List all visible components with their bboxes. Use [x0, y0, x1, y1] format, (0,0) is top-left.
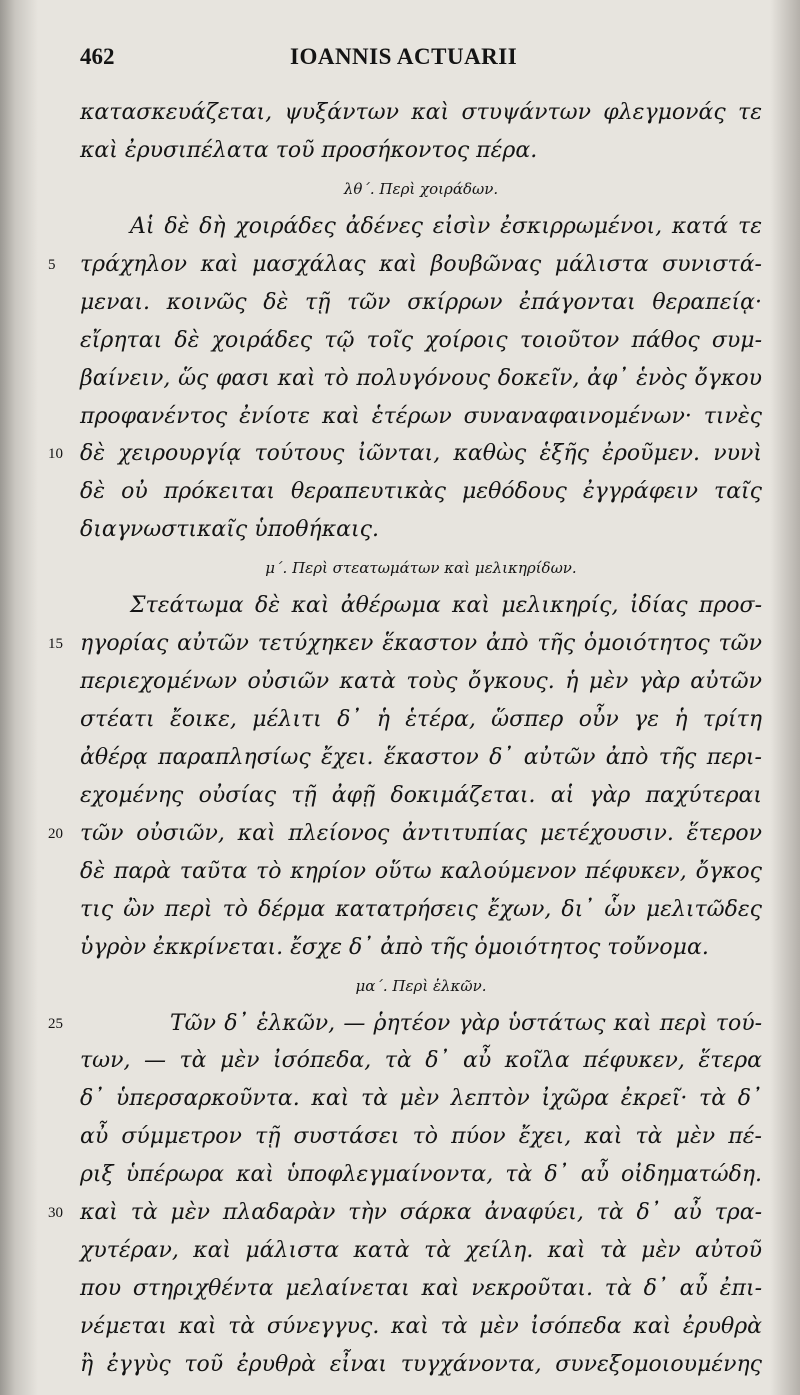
text-line: δὲ παρὰ ταῦτα τὸ κηρίον οὕτω καλούμενον πέφυκεν, ὄγκος — [80, 859, 762, 884]
text-line: μεναι. κοινῶς δὲ τῇ τῶν σκίρρων ἐπάγονται θεραπείᾳ· — [80, 290, 762, 315]
text-line: αὖ σύμμετρον τῇ συστάσει τὸ πύον ἔχει, καὶ τὰ μὲν πέ- — [80, 1124, 762, 1149]
text-line: ηγορίας αὐτῶν τετύχηκεν ἕκαστον ἀπὸ τῆς ὁμοιότητος τῶν — [80, 631, 762, 656]
text-line: διαγνωστικαῖς ὑποθήκαις. — [80, 517, 379, 542]
text-line: εχομένης οὐσίας τῇ ἀφῇ δοκιμάζεται. αἱ γὰρ παχύτεραι — [80, 783, 762, 808]
text-line: προφανέντος ἐνίοτε καὶ ἑτέρων συναναφαινομένων· τινὲς — [80, 404, 762, 429]
text-line: στέατι ἔοικε, μέλιτι δ᾽ ἡ ἑτέρα, ὥσπερ οὖν γε ἡ τρίτη — [80, 707, 762, 732]
section-heading: λθ΄. Περὶ χοιράδων. — [343, 180, 499, 198]
text-line: Τῶν δ᾽ ἑλκῶν, — ῥητέον γὰρ ὑστάτως καὶ περὶ τού- — [170, 1011, 762, 1036]
text-line: περιεχομένων οὐσιῶν κατὰ τοὺς ὄγκους. ἡ μὲν γὰρ αὐτῶν — [80, 669, 762, 694]
text-line: τῶν οὐσιῶν, καὶ πλείονος ἀντιτυπίας μετέχουσιν. ἕτερον — [80, 821, 762, 846]
text-line: των, — τὰ μὲν ἰσόπεδα, τὰ δ᾽ αὖ κοῖλα πέφυκεν, ἕτερα — [80, 1048, 762, 1073]
page-header — [0, 40, 800, 80]
text-line: δὲ οὐ πρόκειται θεραπευτικὰς μεθόδους ἐγγράφειν ταῖς — [80, 479, 762, 504]
text-line: ἀθέρᾳ παραπλησίως ἔχει. ἕκαστον δ᾽ αὐτῶν ἀπὸ τῆς περι- — [80, 745, 762, 770]
text-line: δ᾽ ὑπερσαρκοῦντα. καὶ τὰ μὲν λεπτὸν ἰχῶρα ἐκρεῖ· τὰ δ᾽ — [80, 1086, 762, 1111]
text-line: χυτέραν, καὶ μάλιστα κατὰ τὰ χείλη. καὶ τὰ μὲν αὐτοῦ — [80, 1238, 762, 1263]
text-line: νέμεται καὶ τὰ σύνεγγυς. καὶ τὰ μὲν ἰσόπεδα καὶ ἐρυθρὰ — [80, 1314, 762, 1339]
section-heading: μ΄. Περὶ στεατωμάτων καὶ μελικηρίδων. — [265, 559, 577, 577]
text-line: τις ὢν περὶ τὸ δέρμα κατατρήσεις ἔχων, δι᾽ ὧν μελιτῶδες — [80, 897, 762, 922]
section-heading: μα΄. Περὶ ἑλκῶν. — [355, 977, 487, 995]
line-number: 25 — [48, 1016, 63, 1032]
page-number: 462 — [80, 44, 115, 69]
text-line: που στηριχθέντα μελαίνεται καὶ νεκροῦται. τὰ δ᾽ αὖ ἐπι- — [80, 1276, 762, 1301]
line-number: 10 — [48, 446, 63, 462]
text-line: ἢ ἐγγὺς τοῦ ἐρυθρὰ εἶναι τυγχάνοντα, συνεξομοιουμένης — [80, 1352, 762, 1377]
line-number: 15 — [48, 636, 63, 652]
text-line: Αἱ δὲ δὴ χοιράδες ἀδένες εἰσὶν ἐσκιρρωμένοι, κατά τε — [130, 214, 762, 239]
text-line: κατασκευάζεται, ψυξάντων καὶ στυψάντων φλεγμονάς τε — [80, 100, 762, 125]
text-line: εἴρηται δὲ χοιράδες τῷ τοῖς χοίροις τοιοῦτον πάθος συμ- — [80, 328, 762, 353]
line-number: 5 — [48, 257, 56, 273]
line-number: 20 — [48, 826, 63, 842]
text-line: δὲ χειρουργίᾳ τούτους ἰῶνται, καθὼς ἑξῆς ἐροῦμεν. νυνὶ — [80, 441, 762, 466]
text-line: τράχηλον καὶ μασχάλας καὶ βουβῶνας μάλιστα συνιστά- — [80, 252, 762, 277]
line-number: 30 — [48, 1205, 63, 1221]
text-line: καὶ ἐρυσιπέλατα τοῦ προσήκοντος πέρα. — [80, 138, 538, 163]
text-line: ὑγρὸν ἐκκρίνεται. ἔσχε δ᾽ ἀπὸ τῆς ὁμοιότητος τοὔνομα. — [80, 935, 709, 960]
text-line: ριξ ὑπέρωρα καὶ ὑποφλεγμαίνοντα, τὰ δ᾽ αὖ οἰδηματώδη. — [80, 1162, 762, 1187]
text-line: καὶ τὰ μὲν πλαδαρὰν τὴν σάρκα ἀναφύει, τὰ δ᾽ αὖ τρα- — [80, 1200, 762, 1225]
text-line: Στεάτωμα δὲ καὶ ἀθέρωμα καὶ μελικηρίς, ἰδίας προσ- — [130, 593, 762, 618]
running-title: IOANNIS ACTUARII — [290, 44, 518, 69]
text-line: βαίνειν, ὥς φασι καὶ τὸ πολυγόνους δοκεῖν, ἀφ᾽ ἑνὸς ὄγκου — [80, 366, 762, 391]
